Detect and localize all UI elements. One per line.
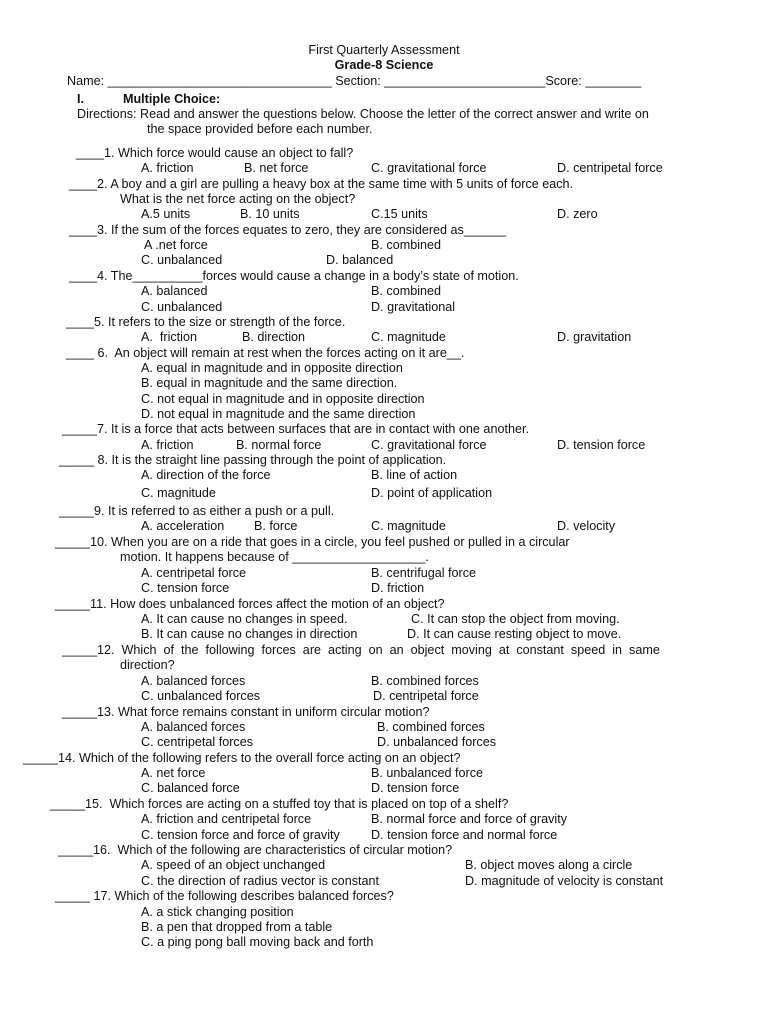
grade-subtitle: Grade-8 Science (334, 58, 434, 72)
question-10-option-b: B. centrifugal force (371, 566, 476, 580)
question-6-option-b: B. equal in magnitude and the same direction. (141, 376, 398, 390)
question-7-option-a: A. friction (141, 438, 194, 452)
question-6-option-d: D. not equal in magnitude and the same direction (141, 407, 416, 421)
question-9-option-b: B. force (254, 519, 298, 533)
question-5-option-a: A. friction (141, 330, 197, 344)
question-1-option-a: A. friction (141, 161, 194, 175)
question-8-option-b: B. line of action (371, 468, 458, 482)
question-4-option-d: D. gravitational (371, 300, 455, 314)
question-5-option-d: D. gravitation (557, 330, 632, 344)
question-15-option-b: B. normal force and force of gravity (371, 812, 567, 826)
question-14-stem: _____14. Which of the following refers to the overall force acting on an object? (23, 751, 461, 765)
question-13-stem: _____13. What force remains constant in uniform circular motion? (62, 705, 430, 719)
question-6-option-c: C. not equal in magnitude and in opposite direction (141, 392, 425, 406)
question-3-stem: ____3. If the sum of the forces equates to zero, they are considered as______ (69, 223, 506, 237)
question-2-option-c: C.15 units (371, 207, 428, 221)
question-13-option-c: C. centripetal forces (141, 735, 253, 749)
question-11-option-d: D. It can cause resting object to move. (407, 627, 622, 641)
question-1-option-d: D. centripetal force (557, 161, 663, 175)
question-3-option-d: D. balanced (326, 253, 394, 267)
question-15-option-a: A. friction and centripetal force (141, 812, 312, 826)
question-14-option-a: A. net force (141, 766, 206, 780)
question-9-stem: _____9. It is referred to as either a push or a pull. (59, 504, 335, 518)
question-17-option-a: A. a stick changing position (141, 905, 294, 919)
question-15-option-d: D. tension force and normal force (371, 828, 558, 842)
question-8-stem: _____ 8. It is the straight line passing through the point of application. (59, 453, 447, 467)
name-section-score-line: Name: ________________________________ Section: _______________________Score: ________ (67, 74, 642, 88)
question-8-option-d: D. point of application (371, 486, 493, 500)
question-7-option-d: D. tension force (557, 438, 646, 452)
question-16-option-d: D. magnitude of velocity is constant (465, 874, 664, 888)
question-4-option-a: A. balanced (141, 284, 208, 298)
section-title: Multiple Choice: (123, 92, 221, 106)
question-5-stem: ____5. It refers to the size or strength of the force. (66, 315, 346, 329)
question-9-option-d: D. velocity (557, 519, 616, 533)
question-4-option-c: C. unbalanced (141, 300, 223, 314)
question-12-stem: _____12. Which of the following forces are acting on an object moving at constant speed in same (62, 643, 660, 657)
question-4-stem: ____4. The__________forces would cause a change in a body’s state of motion. (69, 269, 519, 283)
question-1-option-c: C. gravitational force (371, 161, 487, 175)
question-16-option-c: C. the direction of radius vector is constant (141, 874, 379, 888)
question-15-option-c: C. tension force and force of gravity (141, 828, 340, 842)
question-17-stem: _____ 17. Which of the following describes balanced forces? (55, 889, 394, 903)
question-14-option-c: C. balanced force (141, 781, 240, 795)
question-1-option-b: B. net force (244, 161, 309, 175)
question-12-stem-cont: direction? (120, 658, 175, 672)
question-16-stem: _____16. Which of the following are characteristics of circular motion? (58, 843, 453, 857)
question-2-option-a: A.5 units (141, 207, 191, 221)
assessment-title: First Quarterly Assessment (308, 43, 460, 57)
question-12-option-b: B. combined forces (371, 674, 479, 688)
question-10-stem-cont: motion. It happens because of ___________________. (120, 550, 429, 564)
question-16-option-a: A. speed of an object unchanged (141, 858, 326, 872)
question-13-option-d: D. unbalanced forces (377, 735, 497, 749)
question-2-stem-cont: What is the net force acting on the object? (120, 192, 356, 206)
question-10-stem: _____10. When you are on a ride that goes in a circle, you feel pushed or pulled in a circular (55, 535, 570, 549)
question-11-option-c: C. It can stop the object from moving. (411, 612, 620, 626)
directions-line-1: Directions: Read and answer the questions below. Choose the letter of the correct answer and write on (77, 107, 649, 121)
question-7-stem: _____7. It is a force that acts between surfaces that are in contact with one another. (62, 422, 529, 436)
directions-line-2: the space provided before each number. (147, 122, 373, 136)
question-10-option-a: A. centripetal force (141, 566, 246, 580)
question-6-stem: ____ 6. An object will remain at rest when the forces acting on it are__. (66, 346, 465, 360)
question-2-option-b: B. 10 units (240, 207, 300, 221)
question-12-option-d: D. centripetal force (373, 689, 479, 703)
question-12-option-a: A. balanced forces (141, 674, 246, 688)
question-9-option-c: C. magnitude (371, 519, 446, 533)
question-12-option-c: C. unbalanced forces (141, 689, 261, 703)
question-3-option-c: C. unbalanced (141, 253, 223, 267)
question-7-option-c: C. gravitational force (371, 438, 487, 452)
question-4-option-b: B. combined (371, 284, 442, 298)
question-8-option-a: A. direction of the force (141, 468, 271, 482)
question-14-option-d: D. tension force (371, 781, 460, 795)
question-16-option-b: B. object moves along a circle (465, 858, 633, 872)
question-11-stem: _____11. How does unbalanced forces affect the motion of an object? (55, 597, 445, 611)
question-6-option-a: A. equal in magnitude and in opposite direction (141, 361, 403, 375)
question-14-option-b: B. unbalanced force (371, 766, 484, 780)
question-9-option-a: A. acceleration (141, 519, 225, 533)
question-15-stem: _____15. Which forces are acting on a stuffed toy that is placed on top of a shelf? (50, 797, 509, 811)
question-2-option-d: D. zero (557, 207, 598, 221)
question-10-option-c: C. tension force (141, 581, 230, 595)
question-5-option-b: B. direction (242, 330, 305, 344)
question-8-option-c: C. magnitude (141, 486, 216, 500)
question-13-option-b: B. combined forces (377, 720, 485, 734)
question-7-option-b: B. normal force (236, 438, 322, 452)
section-number: I. (77, 92, 84, 106)
question-17-option-b: B. a pen that dropped from a table (141, 920, 333, 934)
question-17-option-c: C. a ping pong ball moving back and forth (141, 935, 374, 949)
question-3-option-a: A .net force (144, 238, 208, 252)
question-11-option-a: A. It can cause no changes in speed. (141, 612, 348, 626)
question-13-option-a: A. balanced forces (141, 720, 246, 734)
question-3-option-b: B. combined (371, 238, 442, 252)
question-1-stem: ____1. Which force would cause an object to fall? (76, 146, 354, 160)
question-5-option-c: C. magnitude (371, 330, 446, 344)
question-2-stem: ____2. A boy and a girl are pulling a heavy box at the same time with 5 units of force each. (69, 177, 574, 191)
question-10-option-d: D. friction (371, 581, 425, 595)
question-11-option-b: B. It can cause no changes in direction (141, 627, 358, 641)
